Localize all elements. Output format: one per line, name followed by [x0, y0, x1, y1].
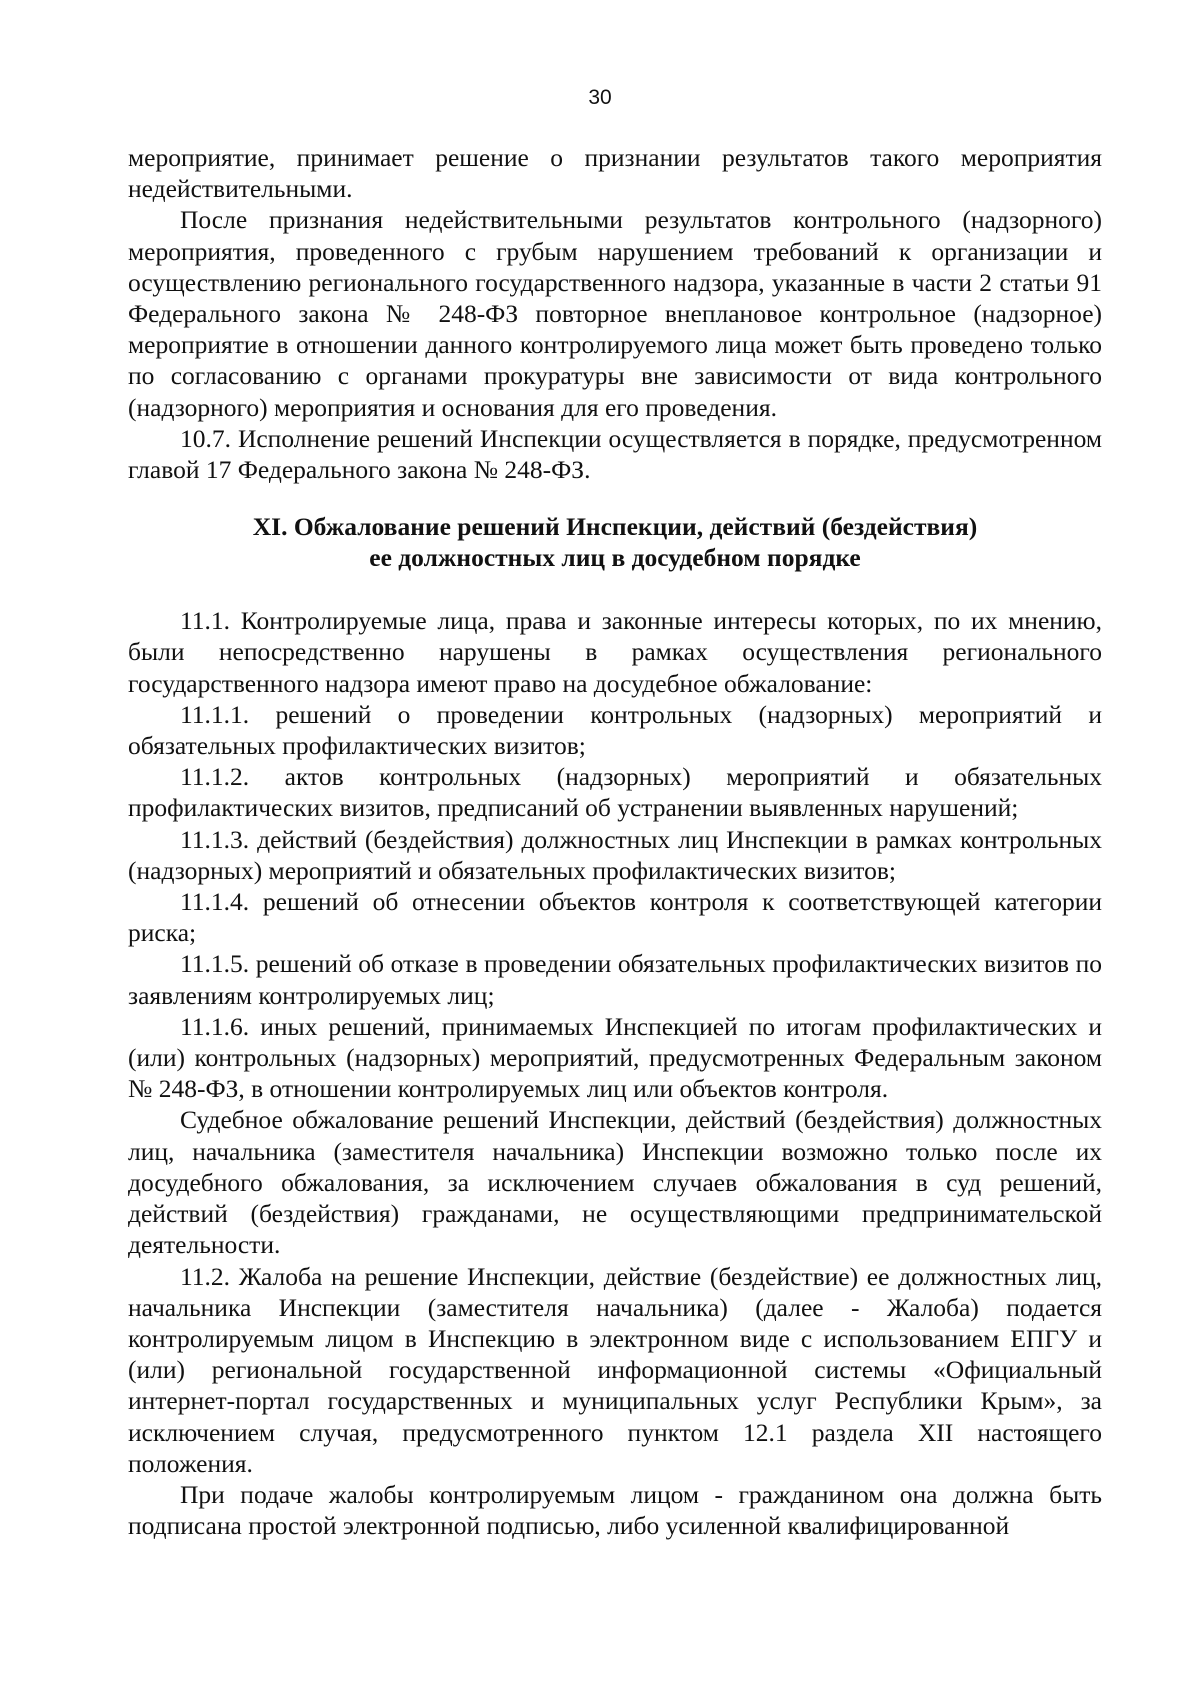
paragraph-11-1-5: 11.1.5. решений об отказе в проведении обязательных профилактических визитов по заявлениям контролируемых лиц; [128, 949, 1102, 1010]
paragraph-court-appeal: Судебное обжалование решений Инспекции, действий (бездействия) должностных лиц, начальника (заместителя начальника) Инспекции возможно только после их досудебного обжалования, за исключением случаев обжалования в суд решений, действий (бездействия) гражданами, не осуществляющими предпринимательской деятельности. [128, 1105, 1102, 1260]
paragraph-signature: При подаче жалобы контролируемым лицом - гражданином она должна быть подписана простой электронной подписью, либо усиленной квалифицированной [128, 1479, 1102, 1541]
paragraph-11-1-2: 11.1.2. актов контрольных (надзорных) мероприятий и обязательных профилактических визитов, предписаний об устранении выявленных нарушений; [128, 762, 1102, 823]
section-heading [128, 511, 1102, 573]
paragraph-invalidation: После признания недействительными результатов контрольного (надзорного) мероприятия, проведенного с грубым нарушением требований к организации и осуществлению регионального государственного надзора, указанные в части 2 статьи 91 Федерального закона № 248-ФЗ повторное внеплановое контрольное (надзорное) мероприятие в отношении данного контролируемого лица может быть проведено только по согласованию с органами прокуратуры вне зависимости от вида контрольного (надзорного) мероприятия и основания для его проведения. [128, 205, 1102, 422]
paragraph-10-7: 10.7. Исполнение решений Инспекции осуществляется в порядке, предусмотренном главой 17 Федерального закона № 248-ФЗ. [128, 423, 1102, 485]
paragraph-11-1-1: 11.1.1. решений о проведении контрольных (надзорных) мероприятий и обязательных профилактических визитов; [128, 699, 1102, 761]
paragraph-11-1-4: 11.1.4. решений об отнесении объектов контроля к соответствующей категории риска; [128, 887, 1102, 948]
page-number: 30 [588, 86, 612, 109]
section-heading-line-1: XI. Обжалование решений Инспекции, действий (бездействия) [252, 512, 978, 542]
paragraph-11-1-3: 11.1.3. действий (бездействия) должностных лиц Инспекции в рамках контрольных (надзорных) мероприятий и обязательных профилактических визитов; [128, 824, 1102, 885]
paragraph-11-2: 11.2. Жалоба на решение Инспекции, действие (бездействие) ее должностных лиц, начальника Инспекции (заместителя начальника) (далее - Жалоба) подается контролируемым лицом в Инспекцию в электронном виде с использованием ЕПГУ и (или) региональной государственной информационной системы «Официальный интернет-портал государственных и муниципальных услуг Республики Крым», за исключением случая, предусмотренного пунктом 12.1 раздела XII настоящего положения. [128, 1261, 1102, 1478]
paragraph-11-1: 11.1. Контролируемые лица, права и законные интересы которых, по их мнению, были непосредственно нарушены в рамках осуществления регионального государственного надзора имеют право на досудебное обжалование: [128, 606, 1102, 698]
paragraph-11-1-6: 11.1.6. иных решений, принимаемых Инспекцией по итогам профилактических и (или) контрольных (надзорных) мероприятий, предусмотренных Федеральным законом № 248-ФЗ, в отношении контролируемых лиц или объектов контроля. [128, 1011, 1102, 1104]
section-heading-line-2: ее должностных лиц в досудебном порядке [369, 543, 861, 573]
document-body [128, 142, 1102, 1541]
paragraph-continuation: мероприятие, принимает решение о признании результатов такого мероприятия недействительными. [128, 143, 1102, 204]
